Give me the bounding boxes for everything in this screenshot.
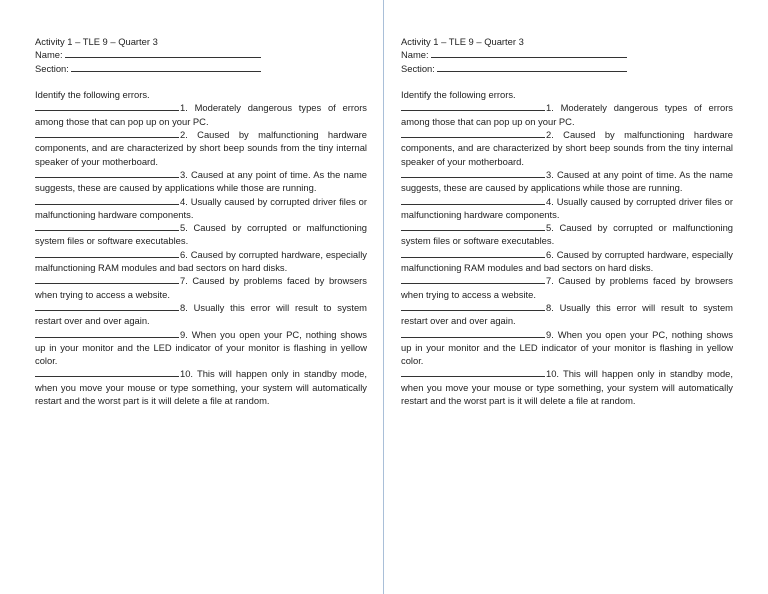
question-item-5 <box>401 221 733 248</box>
answer-blank[interactable] <box>35 328 179 338</box>
answer-blank[interactable] <box>35 367 179 377</box>
question-item-7 <box>401 274 733 301</box>
spacer <box>35 75 367 88</box>
question-text: 4. Usually caused by corrupted driver files or malfunctioning hardware components. <box>401 195 733 220</box>
answer-blank[interactable] <box>35 221 179 231</box>
question-item-10 <box>401 367 733 407</box>
answer-blank[interactable] <box>401 248 545 258</box>
answer-blank[interactable] <box>35 195 179 205</box>
question-text: 10. This will happen only in standby mode, when you move your mouse or type something, your system will automatically restart and the worst part is it will delete a file at random. <box>401 368 733 407</box>
question-text: 5. Caused by corrupted or malfunctioning system files or software executables. <box>401 222 733 247</box>
worksheet-title: Activity 1 – TLE 9 – Quarter 3 <box>35 36 158 47</box>
question-item-9 <box>35 328 367 368</box>
question-item-4 <box>35 195 367 222</box>
name-blank[interactable] <box>431 48 627 58</box>
question-item-2 <box>35 128 367 168</box>
question-text: 1. Moderately dangerous types of errors among those that can pop up on your PC. <box>35 102 367 127</box>
page-divider <box>383 0 384 594</box>
answer-blank[interactable] <box>401 195 545 205</box>
question-item-3 <box>35 168 367 195</box>
answer-blank[interactable] <box>401 101 545 111</box>
answer-blank[interactable] <box>35 301 179 311</box>
instruction-text: Identify the following errors. <box>401 89 516 101</box>
question-item-2 <box>401 128 733 168</box>
answer-blank[interactable] <box>401 221 545 231</box>
question-text: 6. Caused by corrupted hardware, especially malfunctioning RAM modules and bad sectors on hard disks. <box>35 248 367 274</box>
name-line <box>35 48 367 61</box>
question-item-4 <box>401 195 733 222</box>
question-item-6 <box>401 248 733 275</box>
question-item-1 <box>401 101 733 128</box>
worksheet-content <box>35 35 367 407</box>
question-item-8 <box>35 301 367 328</box>
section-label: Section: <box>35 62 69 74</box>
question-text: 7. Caused by problems faced by browsers when trying to access a website. <box>401 275 733 300</box>
question-text: 1. Moderately dangerous types of errors among those that can pop up on your PC. <box>401 102 733 127</box>
answer-blank[interactable] <box>401 328 545 338</box>
left-worksheet-page <box>0 0 383 594</box>
question-item-3 <box>401 168 733 195</box>
answer-blank[interactable] <box>401 367 545 377</box>
answer-blank[interactable] <box>35 128 179 138</box>
right-worksheet-page <box>385 0 768 594</box>
name-label: Name: <box>401 49 429 61</box>
question-text: 5. Caused by corrupted or malfunctioning system files or software executables. <box>35 222 367 247</box>
question-item-9 <box>401 328 733 368</box>
question-item-7 <box>35 274 367 301</box>
section-line <box>401 62 733 75</box>
name-blank[interactable] <box>65 48 261 58</box>
name-label: Name: <box>35 49 63 61</box>
question-text: 7. Caused by problems faced by browsers when trying to access a website. <box>35 275 367 300</box>
question-text: 9. When you open your PC, nothing shows up in your monitor and the LED indicator of your monitor is flashing in yellow color. <box>401 328 733 367</box>
name-line <box>401 48 733 61</box>
spacer <box>401 75 733 88</box>
question-text: 3. Caused at any point of time. As the name suggests, these are caused by applications while those are running. <box>401 168 733 194</box>
question-text: 6. Caused by corrupted hardware, especially malfunctioning RAM modules and bad sectors on hard disks. <box>401 248 733 274</box>
instruction-text: Identify the following errors. <box>35 89 150 101</box>
answer-blank[interactable] <box>401 168 545 178</box>
question-text: 10. This will happen only in standby mode, when you move your mouse or type something, your system will automatically restart and the worst part is it will delete a file at random. <box>35 368 367 407</box>
section-blank[interactable] <box>437 62 627 72</box>
question-text: 3. Caused at any point of time. As the name suggests, these are caused by applications while those are running. <box>35 168 367 194</box>
question-item-8 <box>401 301 733 328</box>
section-blank[interactable] <box>71 62 261 72</box>
question-text: 2. Caused by malfunctioning hardware components, and are characterized by short beep sounds from the tiny internal speaker of your motherboard. <box>35 129 367 167</box>
question-item-5 <box>35 221 367 248</box>
question-item-6 <box>35 248 367 275</box>
question-text: 2. Caused by malfunctioning hardware components, and are characterized by short beep sounds from the tiny internal speaker of your motherboard. <box>401 129 733 167</box>
question-item-1 <box>35 101 367 128</box>
answer-blank[interactable] <box>35 248 179 258</box>
answer-blank[interactable] <box>401 274 545 284</box>
section-line <box>35 62 367 75</box>
answer-blank[interactable] <box>35 168 179 178</box>
worksheet-content <box>401 35 733 407</box>
question-item-10 <box>35 367 367 407</box>
section-label: Section: <box>401 62 435 74</box>
question-text: 4. Usually caused by corrupted driver files or malfunctioning hardware components. <box>35 195 367 220</box>
question-text: 9. When you open your PC, nothing shows up in your monitor and the LED indicator of your monitor is flashing in yellow color. <box>35 328 367 367</box>
question-text: 8. Usually this error will result to system restart over and over again. <box>35 301 367 327</box>
answer-blank[interactable] <box>35 274 179 284</box>
answer-blank[interactable] <box>401 301 545 311</box>
question-text: 8. Usually this error will result to system restart over and over again. <box>401 301 733 327</box>
answer-blank[interactable] <box>401 128 545 138</box>
worksheet-title: Activity 1 – TLE 9 – Quarter 3 <box>401 36 524 47</box>
answer-blank[interactable] <box>35 101 179 111</box>
